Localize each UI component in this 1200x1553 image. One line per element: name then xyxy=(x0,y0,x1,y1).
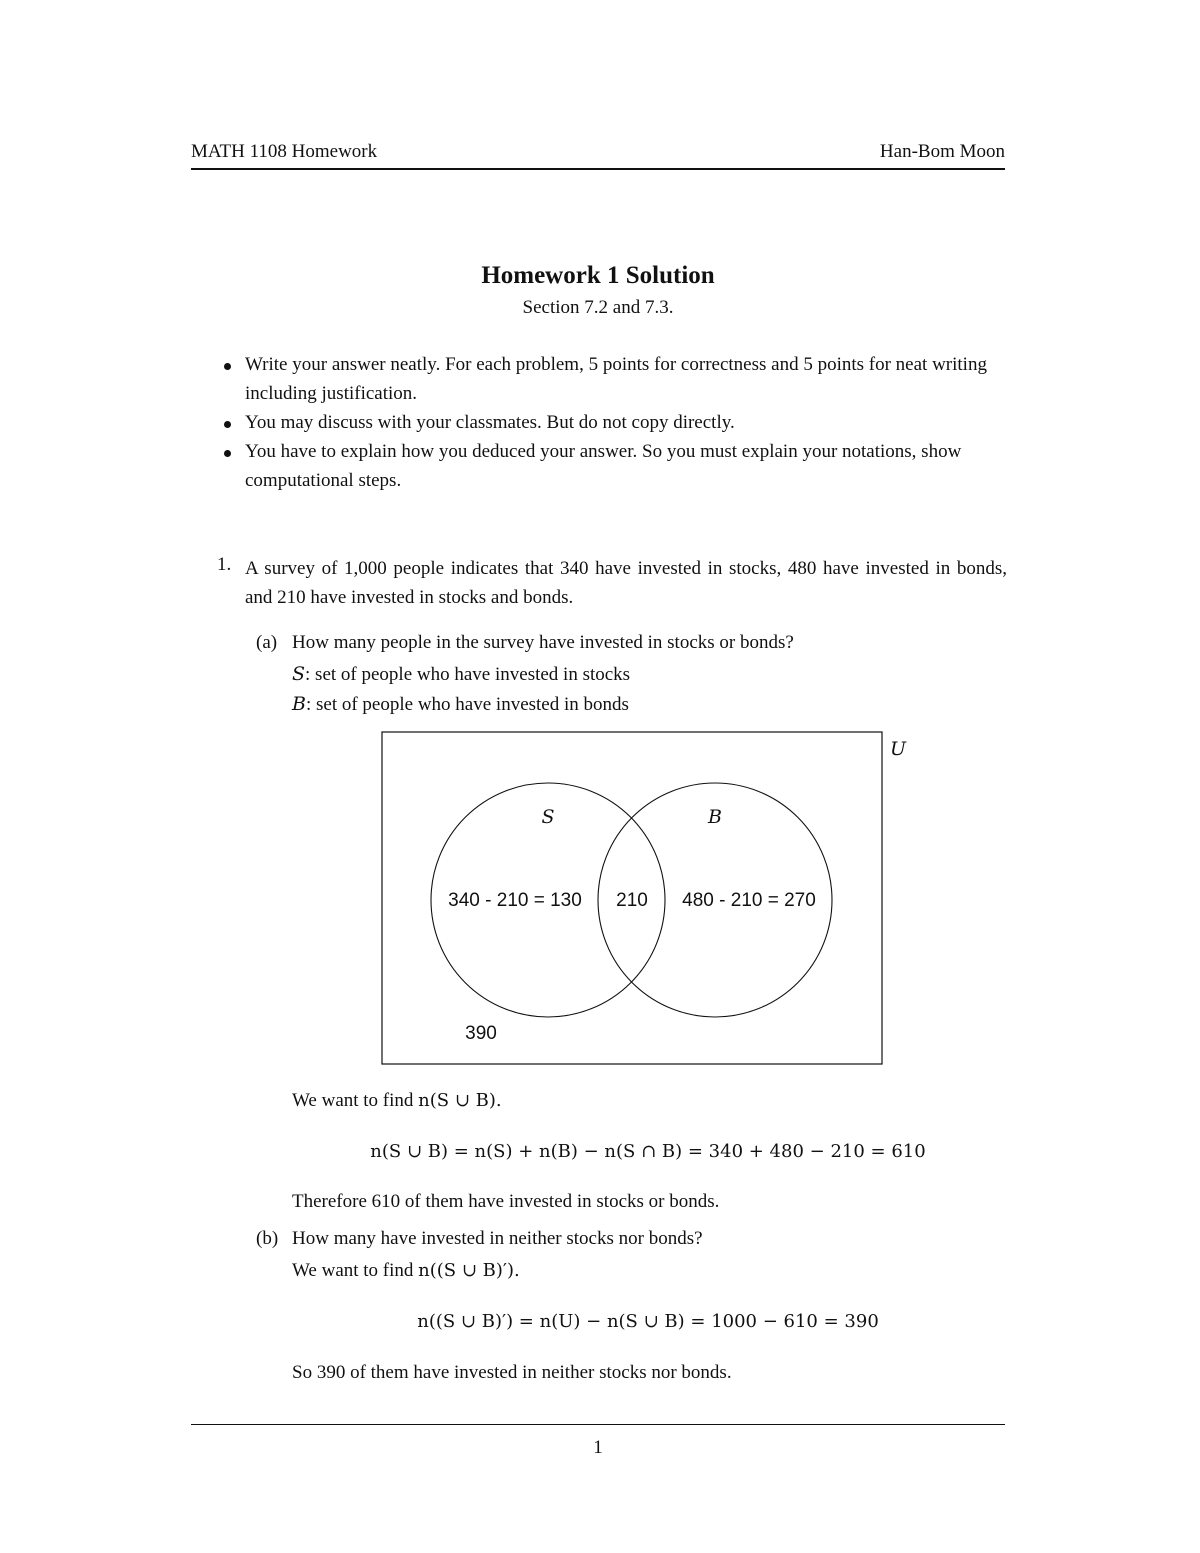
set-s-label: S xyxy=(541,806,555,828)
part-b-question: How many have invested in neither stocks nor bonds? xyxy=(292,1228,703,1249)
part-a-conclusion: Therefore 610 of them have invested in stocks or bonds. xyxy=(292,1191,720,1212)
bullet-icon xyxy=(224,421,231,428)
part-b-want-expr: n((S ∪ B)′). xyxy=(418,1260,520,1281)
bullet-icon xyxy=(224,363,231,370)
part-a-want-prefix: We want to find xyxy=(292,1090,419,1111)
part-a-want xyxy=(292,1090,502,1112)
part-a-question: How many people in the survey have invested in stocks or bonds? xyxy=(292,632,794,653)
part-b-equation-text: n((S ∪ B)′) = n(U) − n(S ∪ B) = 1000 − 610 = 390 xyxy=(417,1311,879,1332)
page-number: 1 xyxy=(593,1437,603,1458)
part-b-want xyxy=(292,1260,520,1282)
problem-number: 1. xyxy=(217,554,232,575)
set-s-symbol: S xyxy=(292,663,306,685)
instruction-item xyxy=(219,437,1009,495)
bullet-icon xyxy=(224,450,231,457)
part-a-label: (a) xyxy=(256,632,278,653)
header-course: MATH 1108 Homework xyxy=(191,141,378,162)
part-b-conclusion: So 390 of them have invested in neither stocks nor bonds. xyxy=(292,1362,732,1383)
part-b-label: (b) xyxy=(256,1228,279,1249)
page-subtitle: Section 7.2 and 7.3. xyxy=(522,297,674,318)
footer-rule xyxy=(191,1424,1005,1425)
universe-label: U xyxy=(890,738,907,760)
region-intersection: 210 xyxy=(616,890,648,911)
set-b-label: B xyxy=(708,806,722,828)
part-a-want-expr: n(S ∪ B). xyxy=(418,1090,502,1111)
part-b-want-prefix: We want to find xyxy=(292,1260,419,1281)
set-b-symbol: B xyxy=(292,693,306,715)
problem-text: A survey of 1,000 people indicates that 340 have invested in stocks, 480 have invested in bonds, and 210 have invested in stocks and bonds. xyxy=(245,558,1007,608)
page-title: Homework 1 Solution xyxy=(481,262,715,289)
part-a-equation-text: n(S ∪ B) = n(S) + n(B) − n(S ∩ B) = 340 + 480 − 210 = 610 xyxy=(370,1141,926,1162)
part-b-equation xyxy=(0,1311,1200,1333)
venn-diagram xyxy=(380,730,920,1070)
region-s-only: 340 - 210 = 130 xyxy=(448,890,582,911)
definition-s xyxy=(292,663,630,686)
instruction-item xyxy=(219,350,1009,408)
instruction-text: You may discuss with your classmates. But do not copy directly. xyxy=(245,412,735,433)
definition-b-text: : set of people who have invested in bonds xyxy=(305,694,629,715)
instructions-list xyxy=(219,350,1009,495)
instruction-text: Write your answer neatly. For each problem, 5 points for correctness and 5 points for neat writing including justification. xyxy=(245,354,987,404)
region-outside: 390 xyxy=(465,1023,497,1044)
region-b-only: 480 - 210 = 270 xyxy=(682,890,816,911)
instruction-text: You have to explain how you deduced your answer. So you must explain your notations, show computational steps. xyxy=(245,441,962,491)
header-author: Han-Bom Moon xyxy=(879,141,1005,162)
instruction-item xyxy=(219,408,1009,437)
definition-s-text: : set of people who have invested in stocks xyxy=(305,664,631,685)
header-rule xyxy=(191,168,1005,170)
part-a-equation xyxy=(0,1141,1200,1163)
definition-b xyxy=(292,693,629,716)
